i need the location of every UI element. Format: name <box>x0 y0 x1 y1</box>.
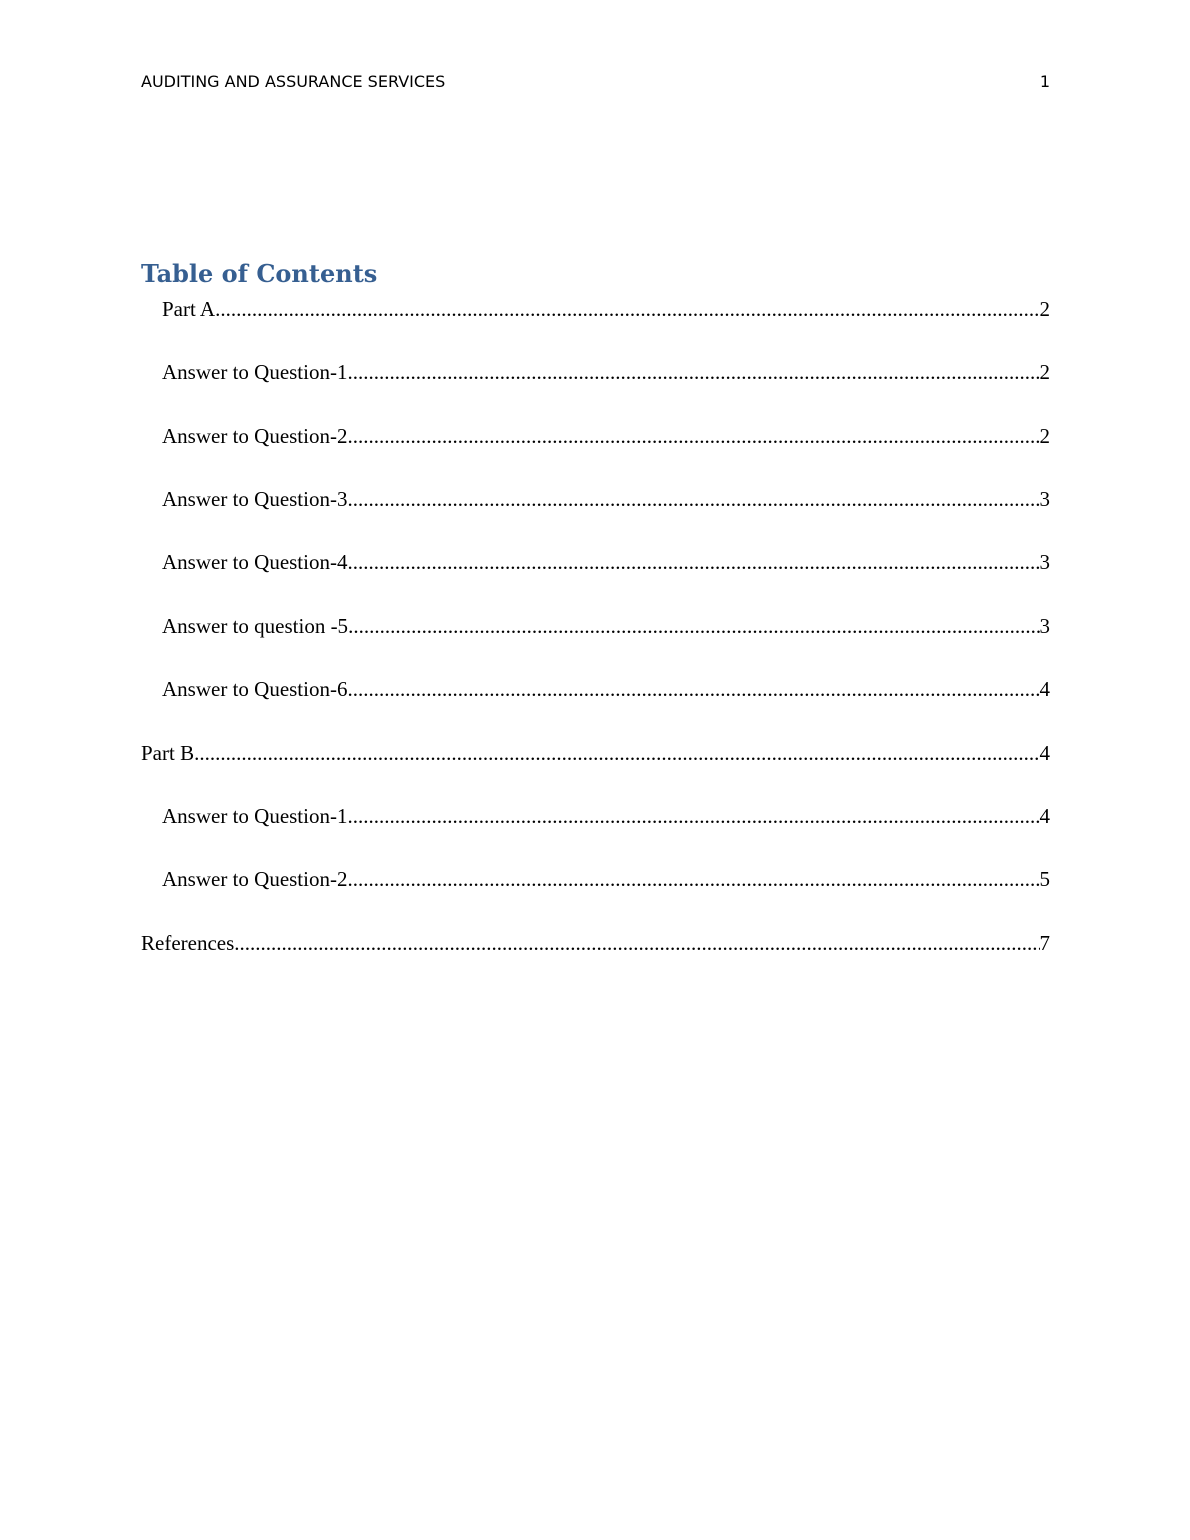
toc-entry-page: 3 <box>1039 487 1050 511</box>
toc-dot-leader <box>347 360 1039 385</box>
toc-entry-page: 4 <box>1039 804 1050 828</box>
toc-entry-page: 4 <box>1039 741 1050 765</box>
running-head-title: AUDITING AND ASSURANCE SERVICES <box>141 72 446 91</box>
toc-entry-label: Answer to Question-6 <box>162 677 348 701</box>
toc-entry-a-question-5[interactable] <box>162 614 1050 642</box>
toc-entry-a-question-2[interactable] <box>162 424 1050 452</box>
toc-entry-page: 5 <box>1039 867 1050 891</box>
toc-entry-b-question-1[interactable] <box>162 804 1050 832</box>
toc-entry-part-b[interactable] <box>141 741 1050 769</box>
toc-entry-page: 2 <box>1039 360 1050 384</box>
toc-entry-label: Part B <box>141 741 195 765</box>
toc-entry-page: 3 <box>1039 550 1050 574</box>
toc-dot-leader <box>347 424 1039 449</box>
toc-dot-leader <box>348 614 1039 639</box>
toc-entry-label: Answer to Question-3 <box>162 487 348 511</box>
toc-entry-label: References <box>141 931 235 955</box>
toc-entry-part-a[interactable] <box>162 297 1050 325</box>
toc-entry-page: 4 <box>1039 677 1050 701</box>
toc-dot-leader <box>234 931 1039 956</box>
toc-entry-references[interactable] <box>141 931 1050 959</box>
toc-entry-a-question-3[interactable] <box>162 487 1050 515</box>
toc-entry-label: Answer to Question-1 <box>162 360 348 384</box>
toc-dot-leader <box>347 550 1039 575</box>
toc-entry-label: Answer to Question-2 <box>162 424 348 448</box>
page-header <box>141 72 1050 96</box>
toc-dot-leader <box>347 487 1039 512</box>
toc-dot-leader <box>347 867 1039 892</box>
toc-entry-page: 2 <box>1039 424 1050 448</box>
toc-entry-label: Answer to Question-2 <box>162 867 348 891</box>
toc-heading: Table of Contents <box>141 259 378 288</box>
toc-dot-leader <box>347 804 1039 829</box>
toc-entry-b-question-2[interactable] <box>162 867 1050 895</box>
toc-entry-label: Answer to Question-4 <box>162 550 348 574</box>
toc-entry-a-question-6[interactable] <box>162 677 1050 705</box>
toc-entry-page: 2 <box>1039 297 1050 321</box>
toc-entry-label: Answer to Question-1 <box>162 804 348 828</box>
toc-entry-a-question-1[interactable] <box>162 360 1050 388</box>
toc-entry-a-question-4[interactable] <box>162 550 1050 578</box>
header-page-number: 1 <box>1039 72 1050 91</box>
toc-dot-leader <box>347 677 1039 702</box>
toc-entry-page: 7 <box>1039 931 1050 955</box>
toc-entry-label: Answer to question -5 <box>162 614 349 638</box>
toc-dot-leader <box>215 297 1039 322</box>
toc-entry-page: 3 <box>1039 614 1050 638</box>
toc-entry-label: Part A <box>162 297 216 321</box>
toc-dot-leader <box>194 741 1039 766</box>
